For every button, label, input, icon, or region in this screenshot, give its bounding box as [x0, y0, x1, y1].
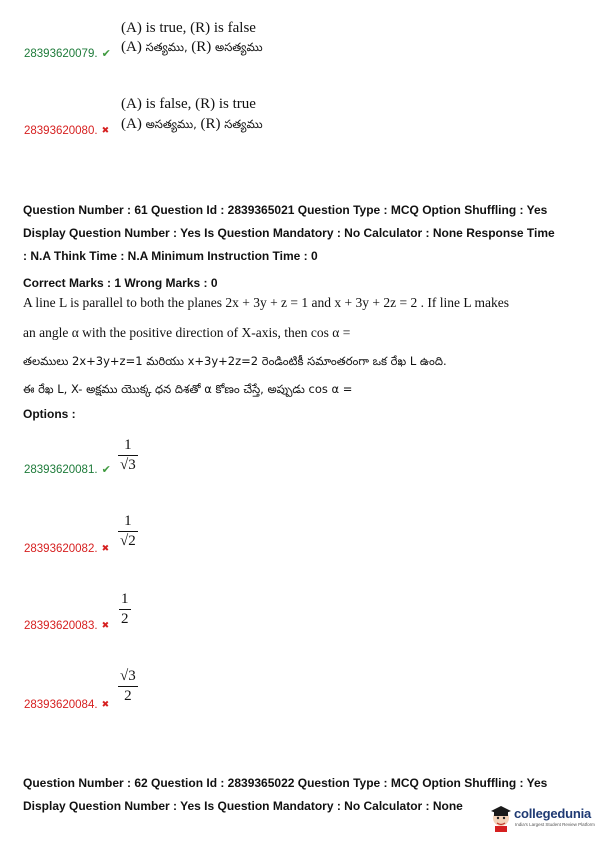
question-text-english-1: A line L is parallel to both the planes 2x + 3y + z = 1 and x + 3y + 2z = 2 . If line L makes [23, 295, 509, 310]
telugu-text: అసత్యము, [145, 117, 201, 131]
denominator: 2 [121, 611, 129, 627]
denominator: √3 [120, 457, 136, 473]
check-icon: ✔ [101, 48, 111, 60]
question-text-english-2: an angle α with the positive direction of X-axis, then cos α = [23, 325, 351, 340]
radicand: 3 [128, 668, 136, 684]
numerator: 1 [124, 437, 132, 453]
question-meta-line1: Question Number : 61 Question Id : 2839365021 Question Type : MCQ Option Shuffling : Yes [23, 203, 548, 217]
numerator: √3 [120, 668, 136, 684]
denominator: √2 [120, 533, 136, 549]
option-id: 28393620079. [24, 48, 98, 60]
question62-meta-line2: Display Question Number : Yes Is Question Mandatory : No Calculator : None [23, 799, 463, 813]
text-part: (R) [191, 39, 216, 55]
option-80-telugu [121, 116, 263, 134]
option-79 [24, 44, 111, 62]
cross-icon: ✖ [101, 125, 110, 135]
question-meta-line2: Display Question Number : Yes Is Question Mandatory : No Calculator : None Response Time [23, 226, 555, 240]
text-part: (R) [200, 116, 225, 132]
option-79-telugu [121, 39, 263, 57]
question-text-telugu-2: ఈ రేఖ L, X- అక్షము యొక్క ధన దిశతో α కోణం చేస్తే, అప్పుడు cos α = [23, 382, 353, 396]
question-text-telugu-1: తలములు 2x+3y+z=1 మరియు x+3y+2z=2 రెండింటికీ సమాంతరంగా ఒక రేఖ L ఉంది. [23, 354, 447, 368]
logo-tagline: India's Largest Student Review Platform [515, 822, 595, 827]
option-84-fraction [118, 668, 138, 705]
options-label: Options : [23, 407, 76, 421]
option-82-fraction [118, 513, 138, 550]
telugu-text: సత్యము, [145, 40, 192, 54]
numerator: 1 [121, 591, 129, 607]
mascot-icon [489, 802, 513, 832]
radicand: 3 [128, 457, 136, 473]
cross-icon: ✖ [101, 620, 110, 630]
check-icon: ✔ [101, 464, 111, 476]
text-part: (A) [121, 116, 146, 132]
telugu-text: సత్యము [224, 117, 263, 131]
cross-icon: ✖ [101, 699, 110, 709]
option-80-english: (A) is false, (R) is true [121, 96, 256, 112]
question-meta-line3: : N.A Think Time : N.A Minimum Instruction Time : 0 [23, 249, 318, 263]
collegedunia-logo [489, 800, 595, 836]
question-marks: Correct Marks : 1 Wrong Marks : 0 [23, 276, 218, 290]
option-id: 28393620080. [24, 125, 98, 137]
text-part: (A) [121, 39, 146, 55]
option-83 [24, 616, 109, 634]
cross-icon: ✖ [101, 543, 110, 553]
option-80 [24, 121, 109, 139]
option-83-fraction [119, 591, 131, 628]
option-84 [24, 695, 109, 713]
option-81-fraction [118, 437, 138, 474]
denominator: 2 [118, 686, 138, 705]
numerator: 1 [124, 513, 132, 529]
telugu-text: అసత్యము [215, 40, 263, 54]
option-id: 28393620082. [24, 543, 98, 555]
radicand: 2 [128, 533, 136, 549]
option-79-english: (A) is true, (R) is false [121, 20, 256, 36]
option-id: 28393620081. [24, 464, 98, 476]
option-id: 28393620083. [24, 620, 98, 632]
option-81 [24, 460, 111, 478]
option-82 [24, 539, 109, 557]
option-id: 28393620084. [24, 699, 98, 711]
question62-meta-line1: Question Number : 62 Question Id : 2839365022 Question Type : MCQ Option Shuffling : Yes [23, 776, 548, 790]
logo-wordmark: collegedunia [514, 806, 592, 821]
